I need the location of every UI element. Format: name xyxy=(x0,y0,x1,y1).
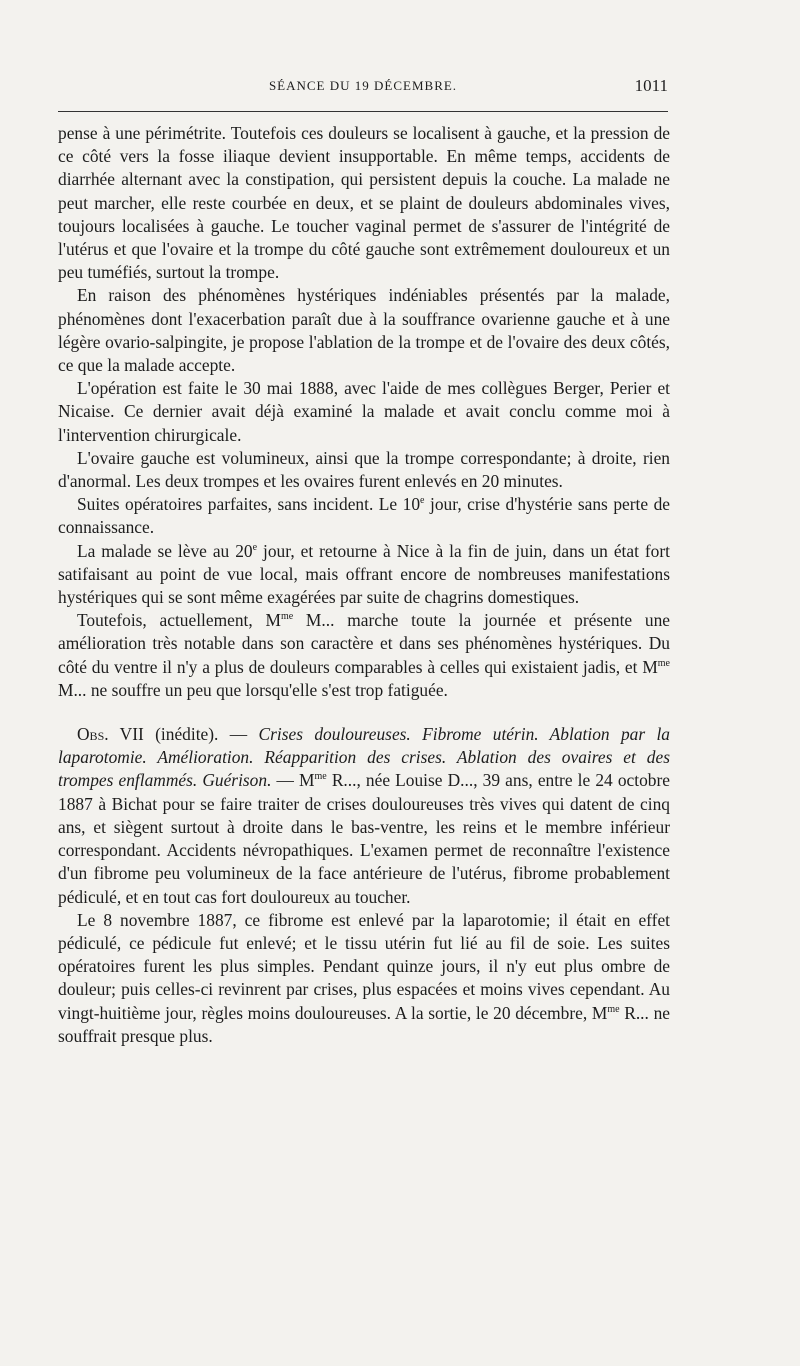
paragraph-7-sup-2: me xyxy=(657,657,670,669)
paragraph-5-text-b: jour, crise d'hystérie sans perte de connaissance. xyxy=(58,494,670,538)
paragraph-4: L'ovaire gauche est volumineux, ainsi que la trompe correspondante; à droite, rien d'anormal. Les deux trompes et les ovaires furent enlevés en 20 minutes. xyxy=(58,447,670,492)
paragraph-1: pense à une périmétrite. Toutefois ces douleurs se localisent à gauche, et la pression de ce côté vers la fosse iliaque devient insupportable. En même temps, accidents de diarrhée alternant avec la constipation, qui persistent depuis la couche. La malade ne peut marcher, elle reste courbée en deux, et se plaint de douleurs abdominales vives, toujours localisées à gauche. Le toucher vaginal permet de s'assurer de l'intégrité de l'utérus et que l'ovaire et la trompe du côté gauche sont extrêmement douloureux et un peu tuméfiés, surtout la trompe. xyxy=(58,123,670,283)
final-paragraph xyxy=(58,909,670,1048)
paragraph-7-text-b: M... marche toute la journée et présente une amélioration très notable dans son caractère et dans ses phénomènes hystériques. Du côté du ventre il n'y a plus de douleurs comparables à celles qui existaient jadis, et M xyxy=(58,610,670,677)
paragraph-7 xyxy=(58,609,670,702)
body-text xyxy=(58,122,670,1048)
paragraph-5-sup: e xyxy=(420,495,425,507)
page-header xyxy=(58,74,668,102)
paragraph-3: L'opération est faite le 30 mai 1888, avec l'aide de mes collègues Berger, Perier et Nicaise. Ce dernier avait déjà examiné la malade et avait conclu comme moi à l'intervention chirurgicale. xyxy=(58,378,670,445)
paragraph-7-sup-1: me xyxy=(280,611,294,623)
paragraph-5 xyxy=(58,493,670,539)
final-text-b: R... ne souffrait presque plus. xyxy=(58,1002,670,1046)
final-sup: me xyxy=(607,1003,620,1015)
observation-note: (inédite). — xyxy=(143,724,259,745)
observation-title: Crises douloureuses. Fibrome utérin. Ablation par la laparotomie. Amélioration. Réapparition des crises. Ablation des ovaires et des trompes enflammés. Guérison. xyxy=(58,724,670,791)
observation-text: R..., née Louise D..., 39 ans, entre le 24 octobre 1887 à Bichat pour se faire traiter de crises douloureuses très vives qui datent de cinq ans, et siègent surtout à droite dans le bas-ventre, les reins et le membre inférieur correspondant. Accidents névropathiques. L'examen permet de reconnaître l'existence d'un fibrome peu volumineux de la face antérieure de l'utérus, fibrome probablement pédiculé, et en tout cas fort douloureux au toucher. xyxy=(58,770,670,907)
header-rule xyxy=(58,111,668,112)
paragraph-5-text-a: Suites opératoires parfaites, sans incident. Le 10 xyxy=(77,494,421,515)
paragraph-7-text-a: Toutefois, actuellement, M xyxy=(77,610,281,631)
running-title: SÉANCE DU 19 DÉCEMBRE. xyxy=(268,78,458,93)
paragraph-6-text-a: La malade se lève au 20 xyxy=(77,540,253,561)
paragraph-7-text-c: M... ne souffre un peu que lorsqu'elle s'est trop fatiguée. xyxy=(58,679,448,700)
observation-dash: — M xyxy=(271,770,315,791)
observation-label: Obs. VII xyxy=(77,724,144,745)
final-text-a: Le 8 novembre 1887, ce fibrome est enlevé par la laparotomie; il était en effet pédiculé, ce pédicule fut enlevé; et le tissu utérin fut lié au fil de soie. Les suites opératoires furent les plus simples. Pendant quinze jours, il n'y eut plus ombre de douleur; puis celles-ci revinrent par crises, plus espacées et moins vives cependant. Au vingt-huitième jour, règles moins douloureuses. A la sortie, le 20 décembre, M xyxy=(58,909,670,1023)
page-number: 1011 xyxy=(634,76,668,95)
paragraph-6-sup: e xyxy=(252,541,258,553)
paragraph-2: En raison des phénomènes hystériques indéniables présentés par la malade, phénomènes dont l'exacerbation paraît due à la souffrance ovarienne gauche et à une légère ovario-salpingite, je propose l'ablation de la trompe et de l'ovaire des deux côtés, ce que la malade accepte. xyxy=(58,285,670,376)
paragraph-6 xyxy=(58,540,670,610)
observation-sup: me xyxy=(314,771,327,783)
observation-paragraph xyxy=(58,723,670,909)
paragraph-6-text-b: jour, et retourne à Nice à la fin de juin, dans un état fort satifaisant au point de vue local, mais offrant encore de nombreuses manifestations hystériques qui se sont même exagérées par suite de chagrins domestiques. xyxy=(58,540,671,608)
section-gap xyxy=(58,702,670,723)
